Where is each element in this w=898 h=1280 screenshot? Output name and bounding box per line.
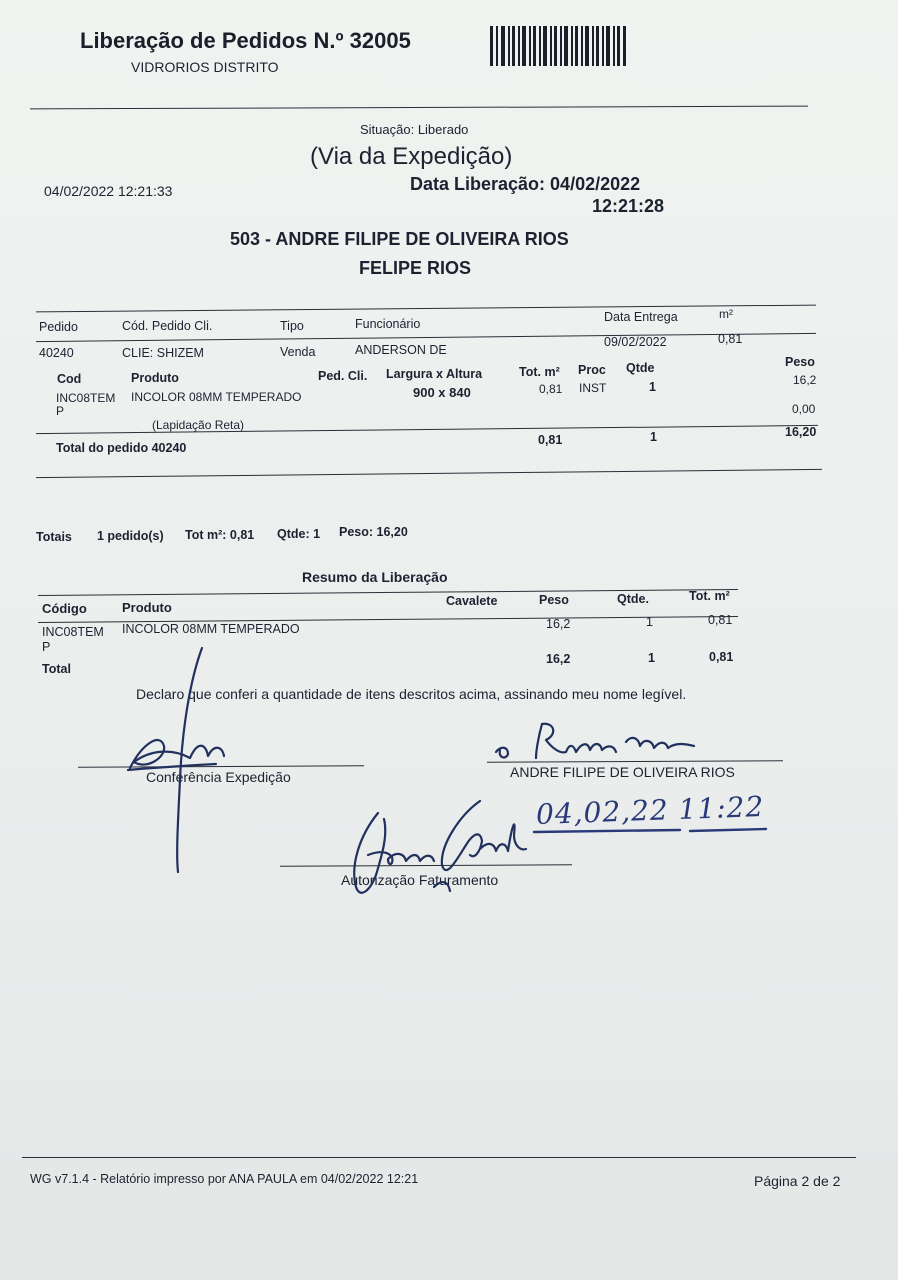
header-divider: [30, 106, 808, 110]
customer-name: 503 - ANDRE FILIPE DE OLIVEIRA RIOS: [230, 229, 569, 249]
item-col-tot-m2: Tot. m²: [519, 365, 560, 379]
item-col-ped-cli: Ped. Cli.: [318, 369, 368, 383]
totals-pedidos: 1 pedido(s): [97, 529, 164, 543]
col-pedido: Pedido: [39, 320, 78, 334]
order-header-divider: [36, 333, 816, 342]
order-funcionario: ANDERSON DE: [355, 343, 447, 357]
order-pedido: 40240: [39, 346, 74, 360]
summary-total-peso: 16,2: [546, 652, 571, 666]
item-peso: 16,2: [793, 373, 817, 387]
order-total-m2: 0,81: [538, 433, 563, 447]
summary-codigo-line1: INC08TEM: [42, 625, 104, 639]
summary-col-peso: Peso: [539, 593, 569, 607]
status-label: Situação: Liberado: [360, 122, 469, 137]
item-col-qtde: Qtde: [626, 361, 655, 375]
order-bottom-divider: [36, 469, 822, 478]
summary-col-codigo: Código: [42, 601, 87, 616]
copy-label: (Via da Expedição): [310, 143, 513, 170]
item-col-peso: Peso: [785, 355, 815, 369]
summary-col-tot-m2: Tot. m²: [689, 589, 730, 603]
item-tot-m2: 0,81: [539, 382, 563, 396]
summary-title: Resumo da Liberação: [302, 569, 448, 585]
summary-qtde: 1: [646, 615, 653, 629]
signature-cliente: [490, 712, 710, 772]
order-tipo: Venda: [280, 345, 316, 359]
handwritten-date: 04,02,22 11:22: [535, 790, 765, 831]
summary-peso: 16,2: [546, 617, 571, 631]
release-date: Data Liberação: 04/02/2022: [410, 174, 641, 194]
order-total-label: Total do pedido 40240: [56, 441, 187, 455]
footer-divider: [22, 1157, 856, 1158]
handwritten-date-underline: [530, 826, 780, 836]
item-dims: 900 x 840: [413, 385, 471, 400]
col-data-entrega: Data Entrega: [604, 310, 678, 324]
order-m2: 0,81: [718, 332, 743, 346]
conferencia-label: Conferência Expedição: [146, 769, 291, 785]
summary-tot-m2: 0,81: [708, 613, 733, 627]
order-data-entrega: 09/02/2022: [604, 335, 667, 349]
item-extra-peso: 0,00: [792, 402, 816, 416]
order-top-divider: [36, 305, 816, 313]
totals-peso: Peso: 16,20: [339, 525, 408, 539]
summary-total-label: Total: [42, 662, 71, 676]
item-cod-line2: P: [56, 404, 65, 418]
signature-autorizacao: [330, 795, 530, 905]
totals-label: Totais: [36, 530, 72, 544]
summary-produto: INCOLOR 08MM TEMPERADO: [122, 622, 300, 636]
footer-print-info: WG v7.1.4 - Relatório impresso por ANA PAULA em 04/02/2022 12:21: [30, 1172, 419, 1186]
signature-conferencia: [120, 640, 230, 880]
item-qtde: 1: [649, 380, 656, 394]
totals-qtde: Qtde: 1: [277, 527, 321, 541]
order-cod-cli: CLIE: SHIZEM: [122, 346, 204, 360]
autorizacao-label: Autorização Faturamento: [341, 872, 499, 888]
summary-codigo-line2: P: [42, 640, 51, 654]
item-produto: INCOLOR 08MM TEMPERADO: [131, 390, 302, 404]
cliente-signer-name: ANDRE FILIPE DE OLIVEIRA RIOS: [510, 764, 735, 780]
item-col-cod: Cod: [57, 372, 82, 386]
col-m2: m²: [719, 307, 733, 321]
release-time: 12:21:28: [592, 196, 665, 216]
document-title: Liberação de Pedidos N.º 32005: [80, 28, 411, 53]
barcode: [490, 26, 628, 68]
item-cod-line1: INC08TEM: [56, 391, 116, 405]
summary-col-produto: Produto: [122, 600, 172, 615]
item-col-produto: Produto: [131, 371, 179, 385]
company-name: VIDRORIOS DISTRITO: [131, 59, 279, 75]
summary-total-qtde: 1: [648, 651, 655, 665]
summary-total-tot-m2: 0,81: [709, 650, 734, 664]
item-col-proc: Proc: [578, 363, 606, 377]
summary-col-qtde: Qtde.: [617, 592, 649, 606]
customer-short-name: FELIPE RIOS: [359, 258, 472, 278]
col-funcionario: Funcionário: [355, 317, 421, 331]
order-total-qtde: 1: [650, 430, 657, 444]
item-extra-label: (Lapidação Reta): [152, 418, 245, 432]
col-cod-pedido-cli: Cód. Pedido Cli.: [122, 319, 213, 333]
summary-col-cavalete: Cavalete: [446, 594, 498, 608]
col-tipo: Tipo: [280, 319, 304, 333]
declaration-text: Declaro que conferi a quantidade de itens descritos acima, assinando meu nome legível.: [136, 686, 687, 702]
footer-page-number: Página 2 de 2: [754, 1173, 841, 1189]
order-total-peso: 16,20: [785, 425, 817, 439]
item-col-dims: Largura x Altura: [386, 367, 483, 381]
item-proc: INST: [579, 381, 607, 395]
totals-m2: Tot m²: 0,81: [185, 528, 255, 542]
print-datetime: 04/02/2022 12:21:33: [44, 183, 173, 199]
